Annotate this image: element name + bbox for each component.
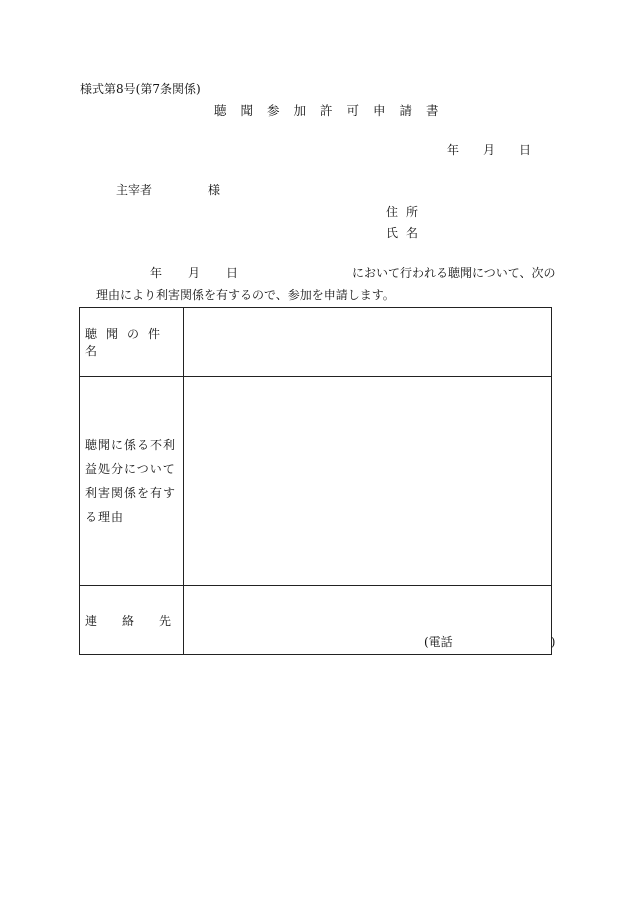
body-text-line2: 理由により利害関係を有するので、参加を申請します。	[96, 288, 395, 302]
submission-date	[447, 143, 533, 157]
form-number: 様式第8号(第7条関係)	[80, 82, 201, 96]
phone-field	[424, 633, 555, 650]
contact-label	[85, 612, 171, 629]
recipient-label: 主宰者	[116, 183, 153, 197]
recipient-line	[116, 183, 220, 197]
application-table	[79, 307, 556, 655]
case-name-row	[80, 308, 552, 377]
reason-field[interactable]	[184, 377, 552, 586]
body-month: 月	[188, 266, 201, 280]
case-name-label-cell	[80, 308, 184, 377]
date-month: 月	[483, 143, 498, 157]
body-day: 日	[226, 266, 239, 280]
address-label: 住所	[386, 205, 427, 219]
contact-row	[80, 586, 552, 655]
reason-label-cell	[80, 377, 184, 586]
date-day: 日	[519, 143, 534, 157]
contact-label-cell	[80, 586, 184, 655]
contact-label-char: 連	[85, 613, 98, 628]
contact-label-char: 絡	[121, 613, 134, 628]
reason-label: 聴聞に係る不利益処分について利害関係を有する理由	[85, 438, 177, 524]
form-title: 聴聞参加許可申請書	[214, 103, 453, 118]
case-name-field[interactable]	[184, 308, 552, 377]
body-year: 年	[150, 266, 163, 280]
case-name-label: 聴聞の件名	[85, 327, 170, 358]
reason-row	[80, 377, 552, 586]
recipient-honorific: 様	[208, 183, 221, 197]
body-text-line1: において行われる聴聞について、次の	[352, 266, 556, 280]
contact-label-char: 先	[158, 613, 171, 628]
phone-open: (電話	[424, 635, 453, 649]
hearing-date	[150, 266, 238, 280]
date-year: 年	[447, 143, 462, 157]
contact-field[interactable]	[184, 586, 556, 655]
phone-close: )	[550, 635, 556, 649]
name-label: 氏名	[386, 226, 427, 240]
